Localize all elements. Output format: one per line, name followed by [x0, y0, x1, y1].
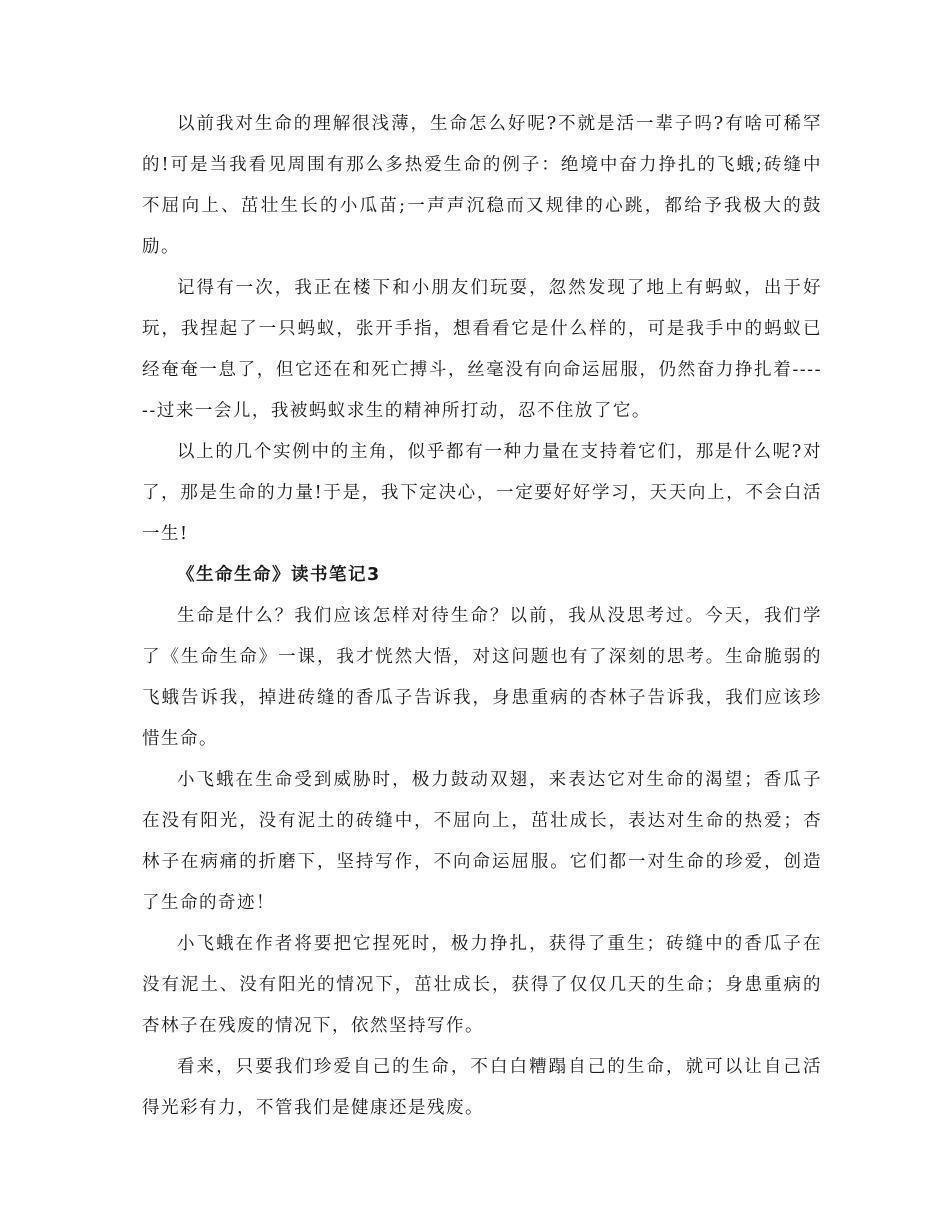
paragraph-7: 看来，只要我们珍爱自己的生命，不白白糟蹋自己的生命，就可以让自己活得光彩有力，不管我们是健康还是残废。 [142, 1057, 822, 1118]
document-body [142, 104, 822, 1129]
paragraph-3: 以上的几个实例中的主角，似乎都有一种力量在支持着它们，那是什么呢?对了，那是生命的力量!于是，我下定决心，一定要好好学习，天天向上，不会白活一生! [142, 442, 822, 544]
paragraph-2: 记得有一次，我正在楼下和小朋友们玩耍，忽然发现了地上有蚂蚁，出于好玩，我捏起了一只蚂蚁，张开手指，想看看它是什么样的，可是我手中的蚂蚁已经奄奄一息了，但它还在和死亡搏斗，丝毫没有向命运屈服，仍然奋力挣扎着------过来一会儿，我被蚂蚁求生的精神所打动，忍不住放了它。 [142, 278, 822, 421]
paragraph-4: 生命是什么？我们应该怎样对待生命？以前，我从没思考过。今天，我们学了《生命生命》一课，我才恍然大悟，对这问题也有了深刻的思考。生命脆弱的飞蛾告诉我，掉进砖缝的香瓜子告诉我，身患重病的杏林子告诉我，我们应该珍惜生命。 [142, 606, 822, 749]
paragraph-1: 以前我对生命的理解很浅薄，生命怎么好呢?不就是活一辈子吗?有啥可稀罕的!可是当我看见周围有那么多热爱生命的例子：绝境中奋力挣扎的飞蛾;砖缝中不屈向上、茁壮生长的小瓜苗;一声声沉稳而又规律的心跳，都给予我极大的鼓励。 [142, 114, 822, 257]
section-heading: 《生命生命》读书笔记3 [177, 565, 381, 585]
paragraph-5: 小飞蛾在生命受到威胁时，极力鼓动双翅，来表达它对生命的渴望；香瓜子在没有阳光，没有泥土的砖缝中，不屈向上，茁壮成长，表达对生命的热爱；杏林子在病痛的折磨下，坚持写作，不向命运屈服。它们都一对生命的珍爱，创造了生命的奇迹！ [142, 770, 822, 913]
paragraph-6: 小飞蛾在作者将要把它捏死时，极力挣扎，获得了重生；砖缝中的香瓜子在没有泥土、没有阳光的情况下，茁壮成长，获得了仅仅几天的生命；身患重病的杏林子在残废的情况下，依然坚持写作。 [142, 934, 822, 1036]
